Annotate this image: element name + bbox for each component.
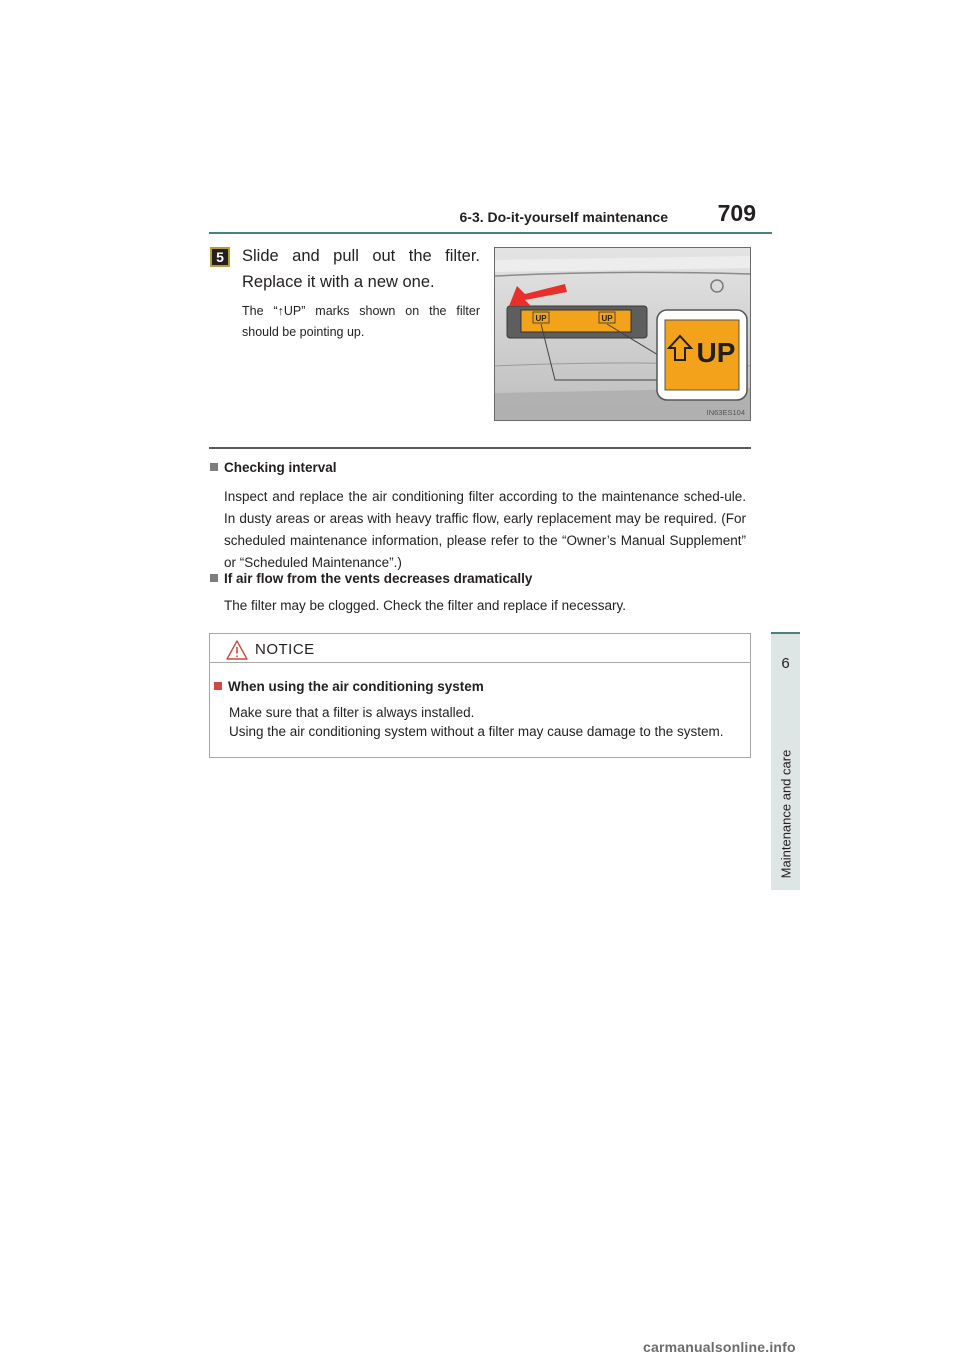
checking-interval-body: Inspect and replace the air conditioning filter according to the maintenance sched-ule. In dusty areas or areas with heavy traffic flow, early replacement may be required. (For scheduled maintenance information, please refer to the “Owner’s Manual Supplement” or “Scheduled Maintenance”.) [224,489,746,570]
bullet-square-icon [210,463,218,471]
section-divider [209,447,751,449]
bullet-square-icon [210,574,218,582]
filter-illustration-graphic [495,248,751,421]
side-tab-divider [771,632,800,634]
notice-text-line-2: Using the air conditioning system without a filter may cause damage to the system. [229,724,724,739]
air-flow-body: The filter may be clogged. Check the filter and replace if necessary. [224,598,626,613]
step-note: The “↑UP” marks shown on the filter should be pointing up. [242,304,480,339]
watermark-link[interactable]: carmanualsonline.info [643,1339,796,1355]
air-flow-heading [210,571,532,586]
step-instruction: Slide and pull out the filter. Replace it with a new one. [242,247,480,291]
filter-illustration [494,247,751,421]
checking-interval-heading [210,460,337,475]
notice-header-divider [209,662,751,663]
small-up-label-right: UP [601,314,613,323]
large-up-label: UP [696,337,736,368]
step-number-badge: 5 [210,247,230,267]
chapter-number: 6 [781,655,790,672]
checking-interval-title: Checking interval [224,460,337,475]
notice-text-line-1: Make sure that a filter is always installed. [229,705,475,720]
notice-title: NOTICE [255,641,315,658]
warning-triangle-icon [226,640,248,660]
illustration-code: IN63ES104 [706,408,745,417]
small-up-label-left: UP [535,314,547,323]
chapter-title: Maintenance and care [778,749,794,879]
air-flow-title: If air flow from the vents decreases dramatically [224,571,533,586]
notice-item-heading [214,679,484,694]
header-divider [209,232,772,234]
page-number: 709 [717,200,756,226]
bullet-square-icon [214,682,222,690]
section-title: 6-3. Do-it-yourself maintenance [459,209,668,225]
notice-item-title: When using the air conditioning system [228,679,484,694]
